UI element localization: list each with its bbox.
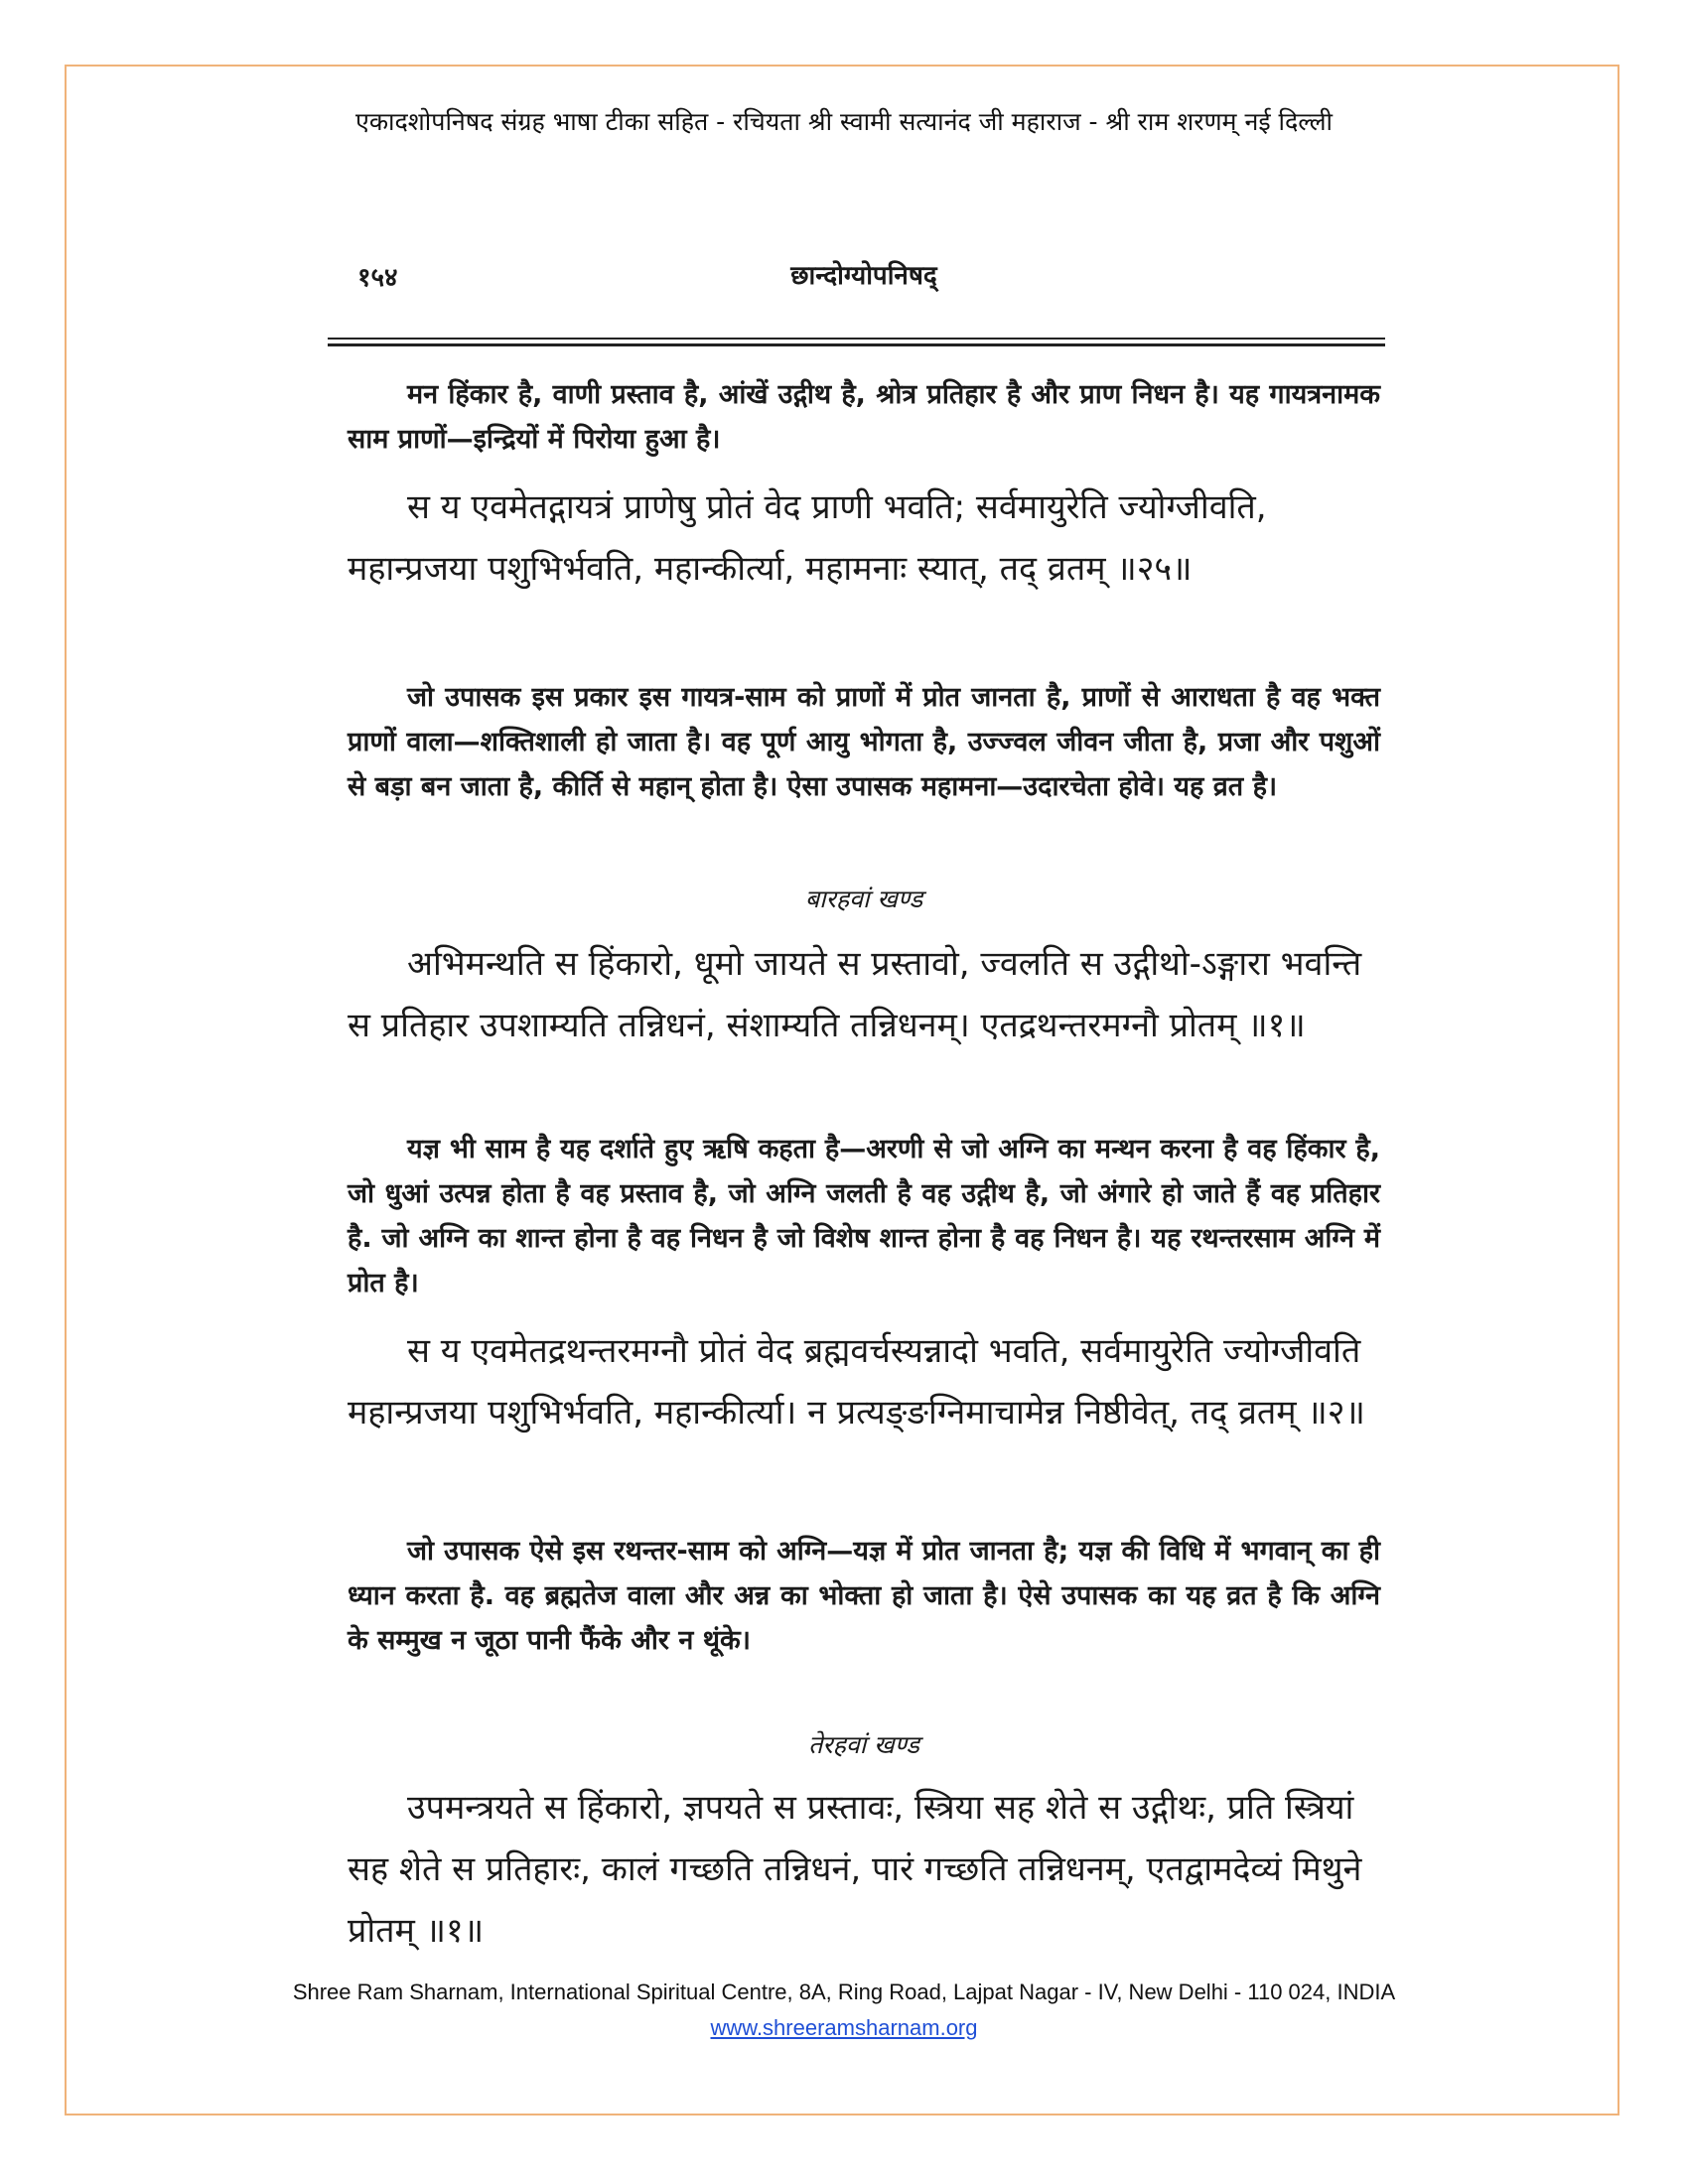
header-rule-double	[328, 343, 1385, 346]
running-title: छान्दोग्योपनिषद्	[790, 261, 937, 291]
mantra-verse: स य एवमेतद्रथन्तरमग्नौ प्रोतं वेद ब्रह्मवर्चस्यन्नादो भवति, सर्वमायुरेति ज्योग्जीवति महान्प्रजया पशुभिर्भवति, महान्कीर्त्या। न प्रत्यङ्ङग्निमाचामेन्न निष्ठीवेत्, तद् व्रतम् ॥२॥	[348, 1331, 1365, 1433]
mantra-verse: स य एवमेतद्गायत्रं प्राणेषु प्रोतं वेद प्राणी भवति; सर्वमायुरेति ज्योग्जीवति, महान्प्रजया पशुभिर्भवति, महान्कीर्त्या, महामनाः स्यात्, तद् व्रतम् ॥२५॥	[348, 487, 1267, 589]
section-heading: बारहवां खण्ड	[804, 885, 923, 913]
gloss-paragraph: जो उपासक ऐसे इस रथन्तर-साम को अग्नि—यज्ञ में प्रोत जानता है; यज्ञ की विधि में भगवान् का ही ध्यान करता है. वह ब्रह्मतेज वाला और अन्न का भोक्ता हो जाता है। ऐसे उपासक का यह व्रत है कि अग्नि के सम्मुख न जूठा पानी फैंके और न थूंके।	[348, 1536, 1380, 1656]
mantra-verse: अभिमन्थति स हिंकारो, धूमो जायते स प्रस्तावो, ज्वलति स उद्गीथो-ऽङ्गारा भवन्ति स प्रतिहार उपशाम्यति तन्निधनं, संशाम्यति तन्निधनम्। एतद्रथन्तरमग्नौ प्रोतम् ॥१॥	[348, 944, 1362, 1045]
header-rule	[328, 338, 1385, 340]
footer-address: Shree Ram Sharnam, International Spiritual Centre, 8A, Ring Road, Lajpat Nagar - IV, New Delhi - 110 024, INDIA	[292, 1979, 1396, 2004]
document-header: एकादशोपनिषद संग्रह भाषा टीका सहित - रचियता श्री स्वामी सत्यानंद जी महाराज - श्री राम शरणम् नई दिल्ली	[355, 107, 1333, 136]
mantra-verse: उपमन्त्रयते स हिंकारो, ज्ञपयते स प्रस्तावः, स्त्रिया सह शेते स उद्गीथः, प्रति स्त्रियां सह शेते स प्रतिहारः, कालं गच्छति तन्निधनं, पारं गच्छति तन्निधनम्, एतद्वामदेव्यं मिथुने प्रोतम् ॥१॥	[348, 1788, 1362, 1951]
section-heading: तेरहवां खण्ड	[808, 1730, 919, 1759]
page-number: १५४	[357, 263, 398, 293]
gloss-paragraph: यज्ञ भी साम है यह दर्शाते हुए ऋषि कहता है—अरणी से जो अग्नि का मन्थन करना है वह हिंकार है, जो धुआं उत्पन्न होता है वह प्रस्ताव है, जो अग्नि जलती है वह उद्गीथ है, जो अंगारे हो जाते हैं वह प्रतिहार है. जो अग्नि का शान्त होना है वह निधन है जो विशेष शान्त होना है वह निधन है। यह रथन्तरसाम अग्नि में प्रोत है।	[348, 1134, 1380, 1298]
gloss-paragraph: जो उपासक इस प्रकार इस गायत्र-साम को प्राणों में प्रोत जानता है, प्राणों से आराधता है वह भक्त प्राणों वाला—शक्तिशाली हो जाता है। वह पूर्ण आयु भोगता है, उज्ज्वल जीवन जीता है, प्रजा और पशुओं से बड़ा बन जाता है, कीर्ति से महान् होता है। ऐसा उपासक महामना—उदारचेता होवे। यह व्रत है।	[348, 682, 1380, 802]
scanned-page	[328, 238, 1400, 1951]
footer-website-link[interactable]: www.shreeramsharnam.org	[710, 2015, 978, 2040]
gloss-paragraph: मन हिंकार है, वाणी प्रस्ताव है, आंखें उद्गीथ है, श्रोत्र प्रतिहार है और प्राण निधन है। यह गायत्रनामक साम प्राणों—इन्द्रियों में पिरोया हुआ है।	[348, 379, 1380, 455]
